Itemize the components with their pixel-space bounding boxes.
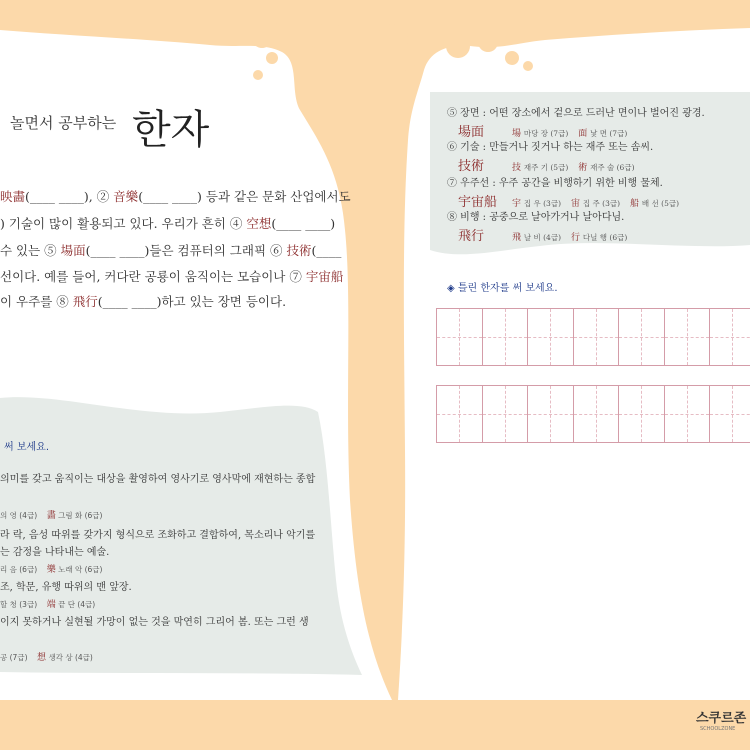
practice-header: ◈ 틀린 한자를 써 보세요.	[447, 283, 558, 294]
paragraph-text: (____ ____)하고 있는 장면 등이다.	[97, 294, 287, 309]
practice-cell[interactable]	[527, 308, 573, 366]
paragraph-text: 이 우주를 ⑧	[0, 294, 73, 309]
hanja-word: 映畵	[0, 189, 26, 204]
logo: 스쿠르존	[696, 711, 747, 726]
vocab-word: 宇宙船	[458, 195, 498, 210]
hanja-word: 場面	[60, 243, 86, 258]
left-def-3: 는 감정을 나타내는 예술.	[0, 547, 110, 558]
vocab-char: 技 재주 기 (5급)	[512, 163, 569, 173]
paragraph-line	[0, 214, 335, 232]
practice-cell[interactable]	[573, 308, 619, 366]
practice-cell[interactable]	[573, 385, 619, 443]
hanja-word: 空想	[246, 216, 272, 231]
practice-cell[interactable]	[482, 308, 528, 366]
paragraph-text: (____ ____), ②	[25, 189, 114, 204]
left-panel-header: 써 보세요.	[4, 442, 49, 453]
paragraph-line	[0, 292, 286, 310]
vocab-word: 飛行	[458, 229, 485, 244]
vocab-char: 宙 집 주 (3급)	[571, 199, 621, 209]
vocab-word: 技術	[458, 159, 485, 174]
vocab-definition: ⑤ 장면 : 어떤 장소에서 겉으로 드러난 면이나 벌어진 광경.	[447, 108, 705, 119]
practice-grid-row-1	[436, 308, 750, 366]
vocab-char: 術 재주 술 (6급)	[578, 163, 635, 173]
paragraph-text: ) 기술이 많이 활용되고 있다. 우리가 흔히 ④	[0, 216, 247, 231]
paragraph-text: (____ ____) 등과 같은 문화 산업에서도	[138, 189, 351, 204]
left-def-2: 라 락, 음성 따위를 갖가지 형식으로 조화하고 결합하여, 목소리나 악기를	[0, 530, 316, 541]
vocab-char: 場 마당 장 (7급)	[512, 129, 569, 139]
hanja-word: 宇宙船	[305, 269, 344, 284]
vocab-char: 飛 날 비 (4급)	[512, 233, 562, 243]
vocab-row	[458, 225, 627, 244]
left-detail-2: 리 음 (6급) 樂 노래 악 (6급)	[0, 565, 103, 575]
vocab-char: 船 배 선 (5급)	[630, 199, 680, 209]
practice-cell[interactable]	[709, 385, 750, 443]
practice-cell[interactable]	[618, 385, 664, 443]
paragraph-line	[0, 267, 343, 285]
paragraph-text: (____ ____)	[271, 216, 336, 231]
vocab-char: 面 낯 면 (7급)	[578, 129, 628, 139]
left-def-4: 조, 학문, 유행 따위의 맨 앞장.	[0, 582, 132, 593]
practice-cell[interactable]	[482, 385, 528, 443]
paragraph-line	[0, 187, 351, 205]
left-detail-1: 의 영 (4급) 畵 그림 화 (6급)	[0, 511, 103, 521]
hanja-word: 技術	[286, 243, 312, 258]
vocab-char: 行 다닐 행 (6급)	[571, 233, 628, 243]
paragraph-text: 수 있는 ⑤	[0, 243, 61, 258]
paragraph-text: (____ ____)들은 컴퓨터의 그래픽 ⑥	[85, 243, 287, 258]
left-def-1: 의미를 갖고 움직이는 대상을 촬영하여 영사기로 영사막에 재현하는 종합	[0, 474, 316, 485]
title-small: 놀면서 공부하는	[10, 114, 117, 132]
logo-sub: SCHOOLZONE	[700, 726, 736, 732]
practice-cell[interactable]	[709, 308, 750, 366]
practice-cell[interactable]	[664, 385, 710, 443]
paragraph-text: 선이다. 예를 들어, 커다란 공룡이 움직이는 모습이나 ⑦	[0, 269, 306, 284]
practice-cell[interactable]	[436, 385, 482, 443]
page-title: 한자	[132, 107, 210, 153]
hanja-word: 飛行	[72, 294, 98, 309]
left-detail-4: 공 (7급) 想 생각 상 (4급)	[0, 653, 93, 663]
practice-cell[interactable]	[436, 308, 482, 366]
practice-cell[interactable]	[618, 308, 664, 366]
practice-grid-row-2	[436, 385, 750, 443]
hanja-word: 音樂	[113, 189, 139, 204]
vocab-char: 宇 집 우 (3급)	[512, 199, 562, 209]
vocab-definition: ⑥ 기술 : 만들거나 짓거나 하는 재주 또는 솜씨.	[447, 142, 654, 153]
vocab-definition: ⑧ 비행 : 공중으로 날아가거나 날아다님.	[447, 212, 625, 223]
vocab-row	[458, 155, 635, 174]
practice-cell[interactable]	[664, 308, 710, 366]
paragraph-text: (____	[311, 243, 342, 258]
left-def-5: 이지 못하거나 실현될 가망이 없는 것을 막연히 그리어 봄. 또는 그런 생	[0, 617, 309, 628]
paragraph-line	[0, 241, 341, 259]
vocab-word: 場面	[458, 125, 485, 140]
practice-cell[interactable]	[527, 385, 573, 443]
left-detail-3: 할 청 (3급) 端 끝 단 (4급)	[0, 600, 96, 610]
vocab-definition: ⑦ 우주선 : 우주 공간을 비행하기 위한 비행 물체.	[447, 178, 663, 189]
